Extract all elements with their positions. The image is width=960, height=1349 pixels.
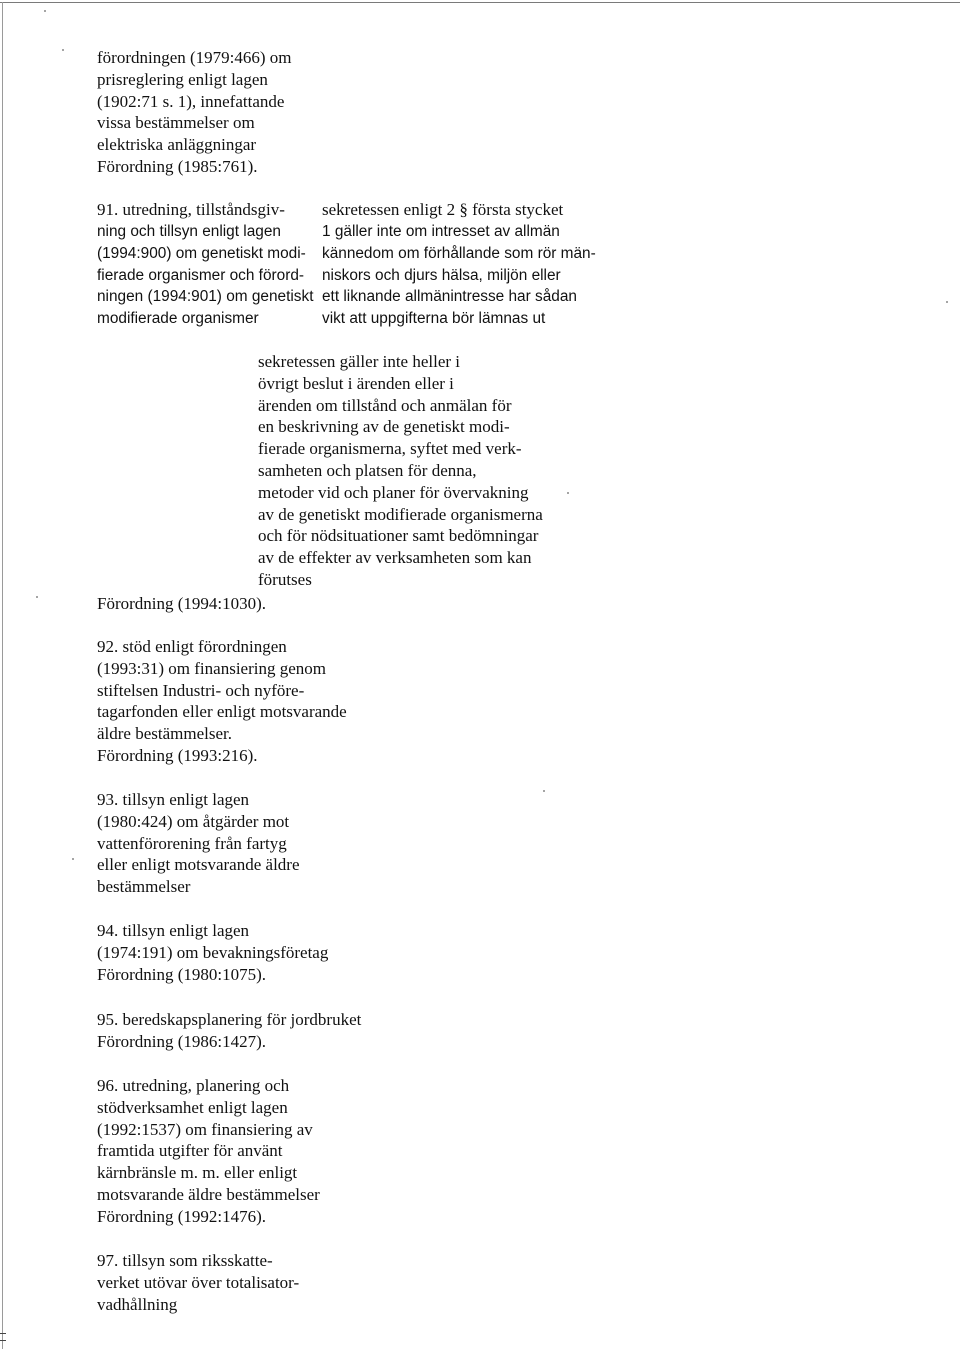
entry-91-right-column-cont [322,221,596,330]
text-line: (1974:191) om bevakningsföretag [97,942,329,962]
text-line: 1 gäller inte om intresset av allmän [322,223,560,240]
entry-95 [97,1009,361,1053]
text-line: vikt att uppgifterna bör lämnas ut [322,310,546,328]
text-line: (1992:1537) om finansiering av [97,1119,313,1139]
text-line: Förordning (1986:1427). [97,1031,267,1051]
scan-speck [72,858,74,860]
entry-91-right-column [322,199,563,221]
text-line: Förordning (1985:761). [97,156,258,176]
scan-edge-mark [0,1340,6,1341]
text-line: kärnbränsle m. m. eller enligt [97,1163,298,1183]
entry-92 [97,636,347,767]
text-line: förutses [258,569,312,589]
text-line: niskors och djurs hälsa, miljön eller [322,266,561,284]
text-line: (1994:900) om genetiskt modi- [97,244,306,262]
text-line: en beskrivning av de genetiskt modi- [258,417,510,437]
text-line: modifierade organismer [97,310,259,328]
text-line: (1980:424) om åtgärder mot [97,811,290,831]
text-line: Förordning (1994:1030). [97,594,267,613]
text-line: motsvarande äldre bestämmelser [97,1184,320,1204]
scan-edge-mark [0,1333,6,1334]
text-line: eller enligt motsvarande äldre [97,855,300,875]
text-line: Förordning (1992:1476). [97,1206,267,1226]
text-line: förordningen (1979:466) om [97,48,292,67]
scan-speck [567,492,569,494]
text-line: vadhållning [97,1294,178,1314]
entry-96 [97,1075,320,1228]
entry-91-indented-block [258,351,543,591]
text-line: elektriska anläggningar [97,135,257,155]
text-line: ning och tillsyn enligt lagen [97,223,281,240]
scan-border-left [2,2,3,1349]
text-line: fierade organismerna, syftet med verk- [258,439,522,459]
entry-90-tail [97,47,292,178]
text-line: sekretessen enligt 2 § första stycket [322,200,564,219]
entry-94 [97,920,328,985]
entry-91-left-column [97,199,285,221]
text-line: bestämmelser [97,877,191,897]
text-line: samheten och platsen för denna, [258,460,477,480]
text-line: Förordning (1980:1075). [97,964,267,984]
text-line: Förordning (1993:216). [97,745,258,765]
entry-93 [97,789,300,898]
entry-97 [97,1250,299,1315]
text-line: av de effekter av verksamheten som kan [258,548,532,568]
text-line: vattenförorening från fartyg [97,833,287,853]
text-line: 94. tillsyn enligt lagen [97,921,250,940]
text-line: vissa bestämmelser om [97,113,255,133]
text-line: 91. utredning, tillståndsgiv- [97,200,285,219]
entry-91-left-column-cont [97,221,313,330]
text-line: stiftelsen Industri- och nyföre- [97,680,305,700]
scan-speck [44,10,46,12]
text-line: av de genetiskt modifierade organismerna [258,504,543,524]
text-line: 96. utredning, planering och [97,1076,290,1095]
text-line: metoder vid och planer för övervakning [258,482,529,502]
scan-speck [62,49,64,51]
text-line: 95. beredskapsplanering för jordbruket [97,1010,362,1029]
text-line: äldre bestämmelser. [97,724,233,744]
scan-border-top [0,2,960,3]
text-line: kännedom om förhållande som rör män- [322,244,596,262]
text-line: ningen (1994:901) om genetiskt [97,288,314,306]
text-line: fierade organismer och förord- [97,266,305,284]
text-line: 97. tillsyn som riksskatte- [97,1251,273,1270]
scan-speck [946,301,948,303]
text-line: prisreglering enligt lagen [97,69,268,89]
text-line: (1993:31) om finansiering genom [97,658,326,678]
text-line: och för nödsituationer samt bedömningar [258,526,539,546]
text-line: stödverksamhet enligt lagen [97,1097,288,1117]
entry-91-ordinance [97,593,266,615]
text-line: 93. tillsyn enligt lagen [97,790,250,809]
text-line: framtida utgifter för använt [97,1141,283,1161]
text-line: (1902:71 s. 1), innefattande [97,91,285,111]
text-line: ett liknande allmänintresse har sådan [322,288,577,306]
text-line: verket utövar över totalisator- [97,1272,300,1292]
text-line: ärenden om tillstånd och anmälan för [258,395,512,415]
scan-speck [543,790,545,792]
text-line: övrigt beslut i ärenden eller i [258,373,454,393]
scan-speck [36,596,38,598]
text-line: tagarfonden eller enligt motsvarande [97,702,347,722]
text-line: 92. stöd enligt förordningen [97,637,287,656]
text-line: sekretessen gäller inte heller i [258,352,461,371]
